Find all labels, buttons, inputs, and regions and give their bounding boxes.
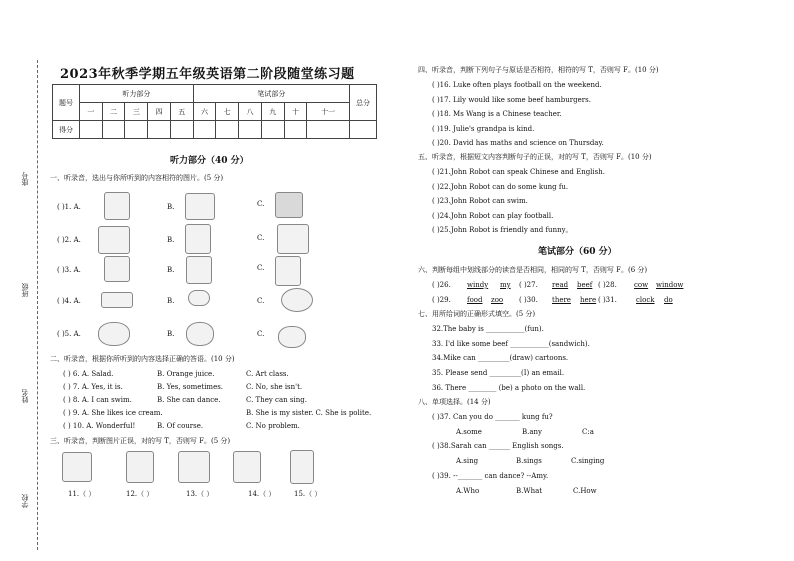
seat-number-label: 座号 <box>21 172 29 186</box>
q4-option-c: C. <box>257 297 265 305</box>
score-cell[interactable] <box>125 121 148 139</box>
q27-number: ( )27. <box>519 281 538 289</box>
writing-part-header: 笔试部分 <box>193 85 349 103</box>
q28-word-1: cow <box>634 281 649 289</box>
section-number: 八 <box>239 103 262 121</box>
q15-answer[interactable]: 15.（ ） <box>294 490 322 498</box>
score-row-label: 得分 <box>53 121 80 139</box>
q6-option-a: ( ) 6. A. Salad. <box>63 370 114 378</box>
q33-item[interactable]: 33. I'd like some beef ___________(sandwich). <box>432 340 590 348</box>
q37-option-c[interactable]: C:a <box>582 428 594 436</box>
q34-item[interactable]: 34.Mike can _________(draw) cartoons. <box>432 354 569 362</box>
q30-word-2: here <box>580 296 597 304</box>
page-title: 2023年秋季学期五年级英语第二阶段随堂练习题 <box>60 67 355 82</box>
calendar-picture <box>98 226 130 254</box>
q7-option-a: ( ) 7. A. Yes, it is. <box>63 383 123 391</box>
section-number: 六 <box>193 103 216 121</box>
score-cell[interactable] <box>284 121 307 139</box>
score-cell[interactable] <box>239 121 262 139</box>
q27-word-2: beef <box>577 281 593 289</box>
q2-option-b: B. <box>167 236 175 244</box>
q31-word-2: do <box>664 296 673 304</box>
q1-number: ( )1. A. <box>57 203 81 211</box>
score-cell[interactable] <box>80 121 103 139</box>
section-7-heading: 七、用所给词的正确形式填空。(5 分) <box>418 310 536 318</box>
q38-option-a[interactable]: A.sing <box>456 457 479 465</box>
girl-activity-picture <box>186 256 212 284</box>
q39-option-b[interactable]: B.What <box>516 487 543 495</box>
q9-options-bc: B. She is my sister. C. She is polite. <box>246 409 372 417</box>
boy-standing-picture <box>104 192 130 220</box>
score-cell[interactable] <box>102 121 125 139</box>
q37-option-b[interactable]: B.any <box>522 428 543 436</box>
q11-answer[interactable]: 11.（ ） <box>68 490 96 498</box>
boy-playing-picture <box>275 256 301 286</box>
q22-item: ( )22.John Robot can do some kung fu. <box>432 183 569 191</box>
kids-picture <box>62 452 92 482</box>
q39-stem: ( )39. --_______ can dance? --Amy. <box>432 472 549 480</box>
section-number: 三 <box>125 103 148 121</box>
q39-option-a[interactable]: A.Who <box>456 487 480 495</box>
writing-section-header: 笔试部分（60 分） <box>538 247 617 257</box>
girl-singing-picture <box>233 451 261 483</box>
section-4-heading: 四、听录音，判断下列句子与原话是否相符，相符的写 T，否则写 F。(10 分) <box>418 66 659 74</box>
section-number: 二 <box>102 103 125 121</box>
q4-option-b: B. <box>167 297 175 305</box>
q28-number: ( )28. <box>598 281 617 289</box>
q5-option-c: C. <box>257 330 265 338</box>
q1-option-c: C. <box>257 200 265 208</box>
section-6-heading: 六、判断每组中划线部分的读音是否相同，相同的写 T，否则写 F。(6 分) <box>418 266 648 274</box>
q30-number: ( )30. <box>519 296 538 304</box>
q21-item: ( )21.John Robot can speak Chinese and English. <box>432 168 605 176</box>
q10-option-a: ( ) 10. A. Wonderful! <box>63 422 136 430</box>
q26-number: ( )26. <box>432 281 451 289</box>
class-label: 班级 <box>21 283 29 297</box>
section-number: 七 <box>216 103 239 121</box>
section-5-heading: 五、听录音，根据短文内容判断句子的正误，对的写 T，否则写 F。(10 分) <box>418 153 652 161</box>
q37-stem: ( )37. Can you do _______ kung fu? <box>432 413 553 421</box>
q18-item: ( )18. Ms Wang is a Chinese teacher. <box>432 110 562 118</box>
q31-number: ( )31. <box>598 296 617 304</box>
girl-drawing-picture <box>178 451 210 483</box>
q28-word-2: window <box>656 281 684 289</box>
q38-stem: ( )38.Sarah can ______ English songs. <box>432 442 564 450</box>
q1-option-b: B. <box>167 203 175 211</box>
q6-option-c: C. Art class. <box>246 370 289 378</box>
q35-item[interactable]: 35. Please send _________(I) an email. <box>432 369 565 377</box>
q3-number: ( )3. A. <box>57 266 81 274</box>
q24-item: ( )24.John Robot can play football. <box>432 212 554 220</box>
q13-answer[interactable]: 13.（ ） <box>186 490 214 498</box>
q10-option-b: B. Of course. <box>157 422 204 430</box>
pumpkin-picture <box>98 322 130 346</box>
section-number: 十一 <box>307 103 350 121</box>
score-cell[interactable] <box>216 121 239 139</box>
q31-word-1: clock <box>636 296 655 304</box>
section-number: 十 <box>284 103 307 121</box>
hamburger-picture <box>188 290 210 306</box>
q5-number: ( )5. A. <box>57 330 81 338</box>
binding-line <box>37 60 38 550</box>
q38-option-c[interactable]: C.singing <box>571 457 605 465</box>
potato-picture <box>278 326 306 348</box>
section-8-heading: 八、单项选择。(14 分) <box>418 398 491 406</box>
blackboard-picture <box>275 192 303 218</box>
score-cell[interactable] <box>193 121 216 139</box>
q29-word-2: zoo <box>491 296 504 304</box>
q26-word-2: my <box>500 281 511 289</box>
q32-item[interactable]: 32.The baby is ___________(fun). <box>432 325 544 333</box>
q3-option-b: B. <box>167 266 175 274</box>
girl-dancing-picture <box>290 450 314 484</box>
calendar-picture <box>277 224 309 254</box>
q20-item: ( )20. David has maths and science on Thursday. <box>432 139 604 147</box>
q2-option-c: C. <box>257 234 265 242</box>
pizza-picture <box>281 288 313 312</box>
q5-option-b: B. <box>167 330 175 338</box>
q23-item: ( )23.John Robot can swim. <box>432 197 528 205</box>
q3-option-c: C. <box>257 264 265 272</box>
calendar-picture <box>185 224 211 254</box>
q30-word-1: there <box>552 296 571 304</box>
q7-option-b: B. Yes, sometimes. <box>157 383 224 391</box>
score-cell[interactable] <box>307 121 350 139</box>
score-cell[interactable] <box>261 121 284 139</box>
q12-answer[interactable]: 12.（ ） <box>126 490 154 498</box>
q37-option-a[interactable]: A.some <box>456 428 482 436</box>
question-number-header: 题号 <box>53 85 80 121</box>
q25-item: ( )25.John Robot is friendly and funny。 <box>432 226 573 234</box>
tomato-picture <box>186 322 214 346</box>
q4-number: ( )4. A. <box>57 297 81 305</box>
q36-item[interactable]: 36. There ________ (be) a photo on the wall. <box>432 384 586 392</box>
q10-option-c: C. No problem. <box>246 422 300 430</box>
section-3-heading: 三、听录音，判断图片正误，对的写 T，否则写 F。(5 分) <box>50 437 231 445</box>
q6-option-b: B. Orange juice. <box>157 370 215 378</box>
q8-option-b: B. She can dance. <box>157 396 221 404</box>
q19-item: ( )19. Julie's grandpa is kind. <box>432 125 535 133</box>
q29-number: ( )29. <box>432 296 451 304</box>
food-picture <box>101 292 133 308</box>
girl-guitar-picture <box>185 193 215 220</box>
score-cell[interactable] <box>170 121 193 139</box>
q26-word-1: windy <box>467 281 489 289</box>
q2-number: ( )2. A. <box>57 236 81 244</box>
q8-option-c: C. They can sing. <box>246 396 307 404</box>
section-number: 九 <box>261 103 284 121</box>
total-score-header: 总分 <box>350 85 377 121</box>
girl-cooking-picture <box>126 451 154 483</box>
school-label: 学校 <box>21 494 29 508</box>
listening-section-header: 听力部分（40 分） <box>170 156 249 166</box>
q17-item: ( )17. Lily would like some beef hamburgers. <box>432 96 591 104</box>
section-number: 五 <box>170 103 193 121</box>
child-reading-picture <box>104 256 130 282</box>
score-cell[interactable] <box>350 121 377 139</box>
section-number: 四 <box>148 103 171 121</box>
q29-word-1: food <box>467 296 483 304</box>
section-1-heading: 一、听录音，选出与你所听到的内容相符的图片。(5 分) <box>50 174 224 182</box>
q27-word-1: read <box>552 281 569 289</box>
q9-option-a: ( ) 9. A. She likes ice cream. <box>63 409 163 417</box>
q39-option-c[interactable]: C.How <box>573 487 597 495</box>
section-number: 一 <box>80 103 103 121</box>
name-label: 姓名 <box>21 389 29 403</box>
q8-option-a: ( ) 8. A. I can swim. <box>63 396 132 404</box>
listening-part-header: 听力部分 <box>80 85 194 103</box>
section-2-heading: 二、听录音，根据你所听到的内容选择正确的答语。(10 分) <box>50 355 235 363</box>
q14-answer[interactable]: 14.（ ） <box>248 490 276 498</box>
q38-option-b[interactable]: B.sings <box>516 457 542 465</box>
q16-item: ( )16. Luke often plays football on the weekend. <box>432 81 602 89</box>
score-cell[interactable] <box>148 121 171 139</box>
score-table <box>52 84 377 139</box>
q7-option-c: C. No, she isn't. <box>246 383 303 391</box>
